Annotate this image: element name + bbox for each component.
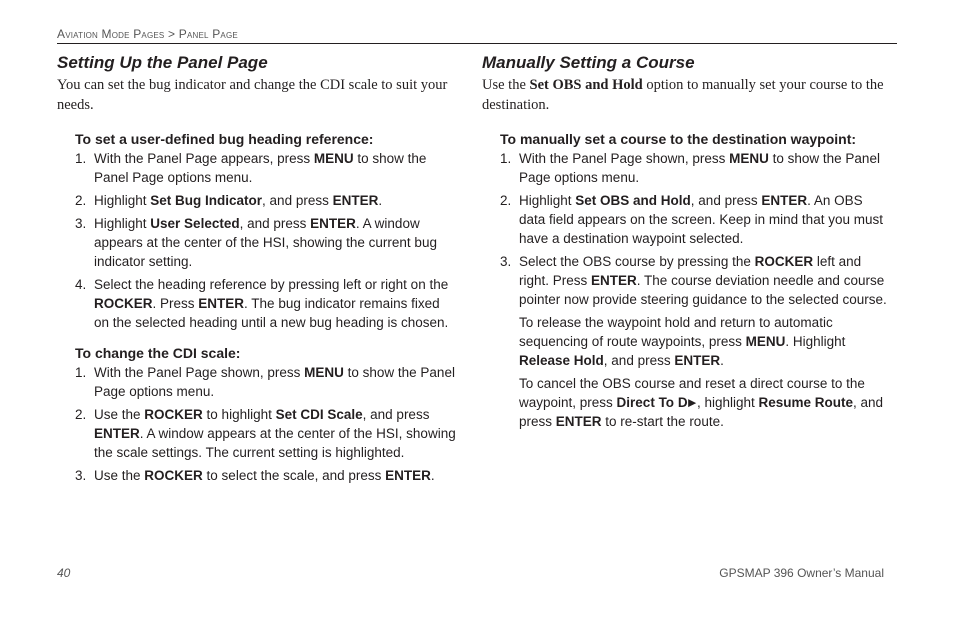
list-item xyxy=(75,275,457,332)
list-item xyxy=(75,363,457,401)
step-number: 1. xyxy=(500,151,512,166)
intro-text: Use the xyxy=(482,77,530,93)
step-text: . The course deviation needle and course pointer now provide steering guidance to the selected course. xyxy=(519,273,887,307)
list-item xyxy=(75,466,457,485)
step-text: . xyxy=(378,193,383,208)
step-text: to highlight xyxy=(202,407,276,422)
step-number: 3. xyxy=(500,254,512,269)
step-number: 2. xyxy=(500,193,512,208)
bug-procedure-heading: To set a user-defined bug heading reference: xyxy=(75,131,374,147)
step-bold: ROCKER xyxy=(754,254,814,269)
step-text: . A window appears at the center of the HSI, showing the scale settings. The current setting is highlighted. xyxy=(94,426,456,460)
step-bold: Set CDI Scale xyxy=(275,407,363,422)
list-item xyxy=(75,214,457,271)
step-text: Highlight xyxy=(94,216,151,231)
step-text xyxy=(519,254,887,307)
list-item xyxy=(75,191,457,210)
step-text: , and press xyxy=(690,193,762,208)
breadcrumb-separator: > xyxy=(168,27,176,41)
left-intro: You can set the bug indicator and change the CDI scale to suit your needs. xyxy=(57,77,448,113)
breadcrumb-section: Aviation Mode Pages xyxy=(57,27,165,41)
left-section-title: Setting Up the Panel Page xyxy=(57,53,268,72)
note-bold: Resume Route xyxy=(758,395,854,410)
step-number: 1. xyxy=(75,151,87,166)
cdi-procedure-steps xyxy=(75,363,457,485)
direct-to-icon: D► xyxy=(677,395,697,410)
breadcrumb-page: Panel Page xyxy=(178,27,238,41)
note-text: to re-start the route. xyxy=(601,414,724,429)
step-bold: MENU xyxy=(304,365,344,380)
course-procedure-heading: To manually set a course to the destination waypoint: xyxy=(500,131,857,147)
note-text: . xyxy=(720,353,724,368)
step-number: 1. xyxy=(75,365,87,380)
step-text: . An OBS data field appears on the screen. Keep in mind that you must have a destination waypoint selected. xyxy=(519,193,883,246)
step-note xyxy=(519,374,892,431)
step-bold: ROCKER xyxy=(144,468,203,483)
note-text: , and press xyxy=(519,395,884,429)
step-text: , and press xyxy=(239,216,311,231)
manual-title: GPSMAP 396 Owner’s Manual xyxy=(719,566,884,580)
header-rule xyxy=(57,43,897,44)
step-text: Use the xyxy=(94,468,145,483)
step-text xyxy=(519,193,883,246)
list-item xyxy=(500,149,892,187)
step-text: , and press xyxy=(362,407,430,422)
note-text: To cancel the OBS course and reset a direct course to the waypoint, press xyxy=(519,376,865,410)
step-text: to show the Panel Page options menu. xyxy=(519,151,880,185)
step-text: Use the xyxy=(94,407,145,422)
step-number: 3. xyxy=(75,468,87,483)
step-text: . Press xyxy=(152,296,199,311)
step-text: With the Panel Page shown, press xyxy=(94,365,305,380)
note-bold: ENTER xyxy=(674,353,721,368)
step-number: 2. xyxy=(75,407,87,422)
step-bold: ENTER xyxy=(385,468,431,483)
note-text: , highlight xyxy=(696,395,759,410)
cdi-procedure-heading: To change the CDI scale: xyxy=(75,345,241,361)
step-bold: MENU xyxy=(313,151,354,166)
step-bold: MENU xyxy=(729,151,769,166)
step-bold: User Selected xyxy=(150,216,240,231)
left-column xyxy=(57,52,457,497)
step-note xyxy=(519,313,892,370)
step-bold: ENTER xyxy=(332,193,379,208)
step-bold: Set Bug Indicator xyxy=(150,193,263,208)
step-text: . A window appears at the center of the HSI, showing the current bug indicator setting. xyxy=(94,216,437,269)
step-number: 3. xyxy=(75,216,87,231)
step-text: With the Panel Page shown, press xyxy=(519,151,730,166)
list-item xyxy=(75,405,457,462)
step-text: Select the OBS course by pressing the xyxy=(519,254,755,269)
step-text xyxy=(94,365,455,399)
step-text: Select the heading reference by pressing left or right on the xyxy=(94,277,449,292)
step-text: . The bug indicator remains fixed on the selected heading until a new bug heading is chosen. xyxy=(94,296,449,330)
step-number: 2. xyxy=(75,193,87,208)
step-text: Highlight xyxy=(94,193,151,208)
step-text xyxy=(94,277,448,330)
step-number: 4. xyxy=(75,277,87,292)
step-bold: ENTER xyxy=(198,296,245,311)
list-item xyxy=(500,252,892,431)
step-bold: Set OBS and Hold xyxy=(575,193,691,208)
step-bold: ENTER xyxy=(94,426,140,441)
step-bold: ENTER xyxy=(591,273,637,288)
step-text xyxy=(94,216,437,269)
bug-procedure-steps xyxy=(75,149,457,332)
note-bold: MENU xyxy=(745,334,786,349)
step-bold: ENTER xyxy=(761,193,808,208)
step-bold: ROCKER xyxy=(94,296,153,311)
step-text xyxy=(94,193,382,208)
intro-bold: Set OBS and Hold xyxy=(529,77,643,93)
step-bold: ROCKER xyxy=(144,407,203,422)
note-bold: ENTER xyxy=(555,414,602,429)
list-item xyxy=(75,149,457,187)
right-column xyxy=(482,52,892,443)
note-text: . Highlight xyxy=(785,334,846,349)
step-text: to show the Panel Page options menu. xyxy=(94,151,427,185)
step-text xyxy=(94,151,426,185)
note-text: To release the waypoint hold and return to automatic sequencing of route waypoints, press xyxy=(519,315,833,349)
note-bold: Release Hold xyxy=(519,353,604,368)
note-text: , and press xyxy=(603,353,675,368)
right-intro xyxy=(482,75,892,115)
step-text: , and press xyxy=(262,193,333,208)
step-text xyxy=(94,407,456,460)
list-item xyxy=(500,191,892,248)
step-text: Highlight xyxy=(519,193,576,208)
course-procedure-steps xyxy=(500,149,892,431)
step-text xyxy=(519,151,880,185)
step-text: to select the scale, and press xyxy=(202,468,386,483)
step-text: . xyxy=(430,468,435,483)
step-text: to show the Panel Page options menu. xyxy=(94,365,455,399)
running-head xyxy=(57,27,238,41)
step-text: With the Panel Page appears, press xyxy=(94,151,314,166)
page-number: 40 xyxy=(57,566,71,580)
intro-text: option to manually set your course to the destination. xyxy=(482,77,884,113)
step-text xyxy=(94,468,435,483)
step-text: left and right. Press xyxy=(519,254,862,288)
step-bold: ENTER xyxy=(310,216,356,231)
right-section-title: Manually Setting a Course xyxy=(482,53,695,72)
note-bold: Direct To xyxy=(616,395,678,410)
